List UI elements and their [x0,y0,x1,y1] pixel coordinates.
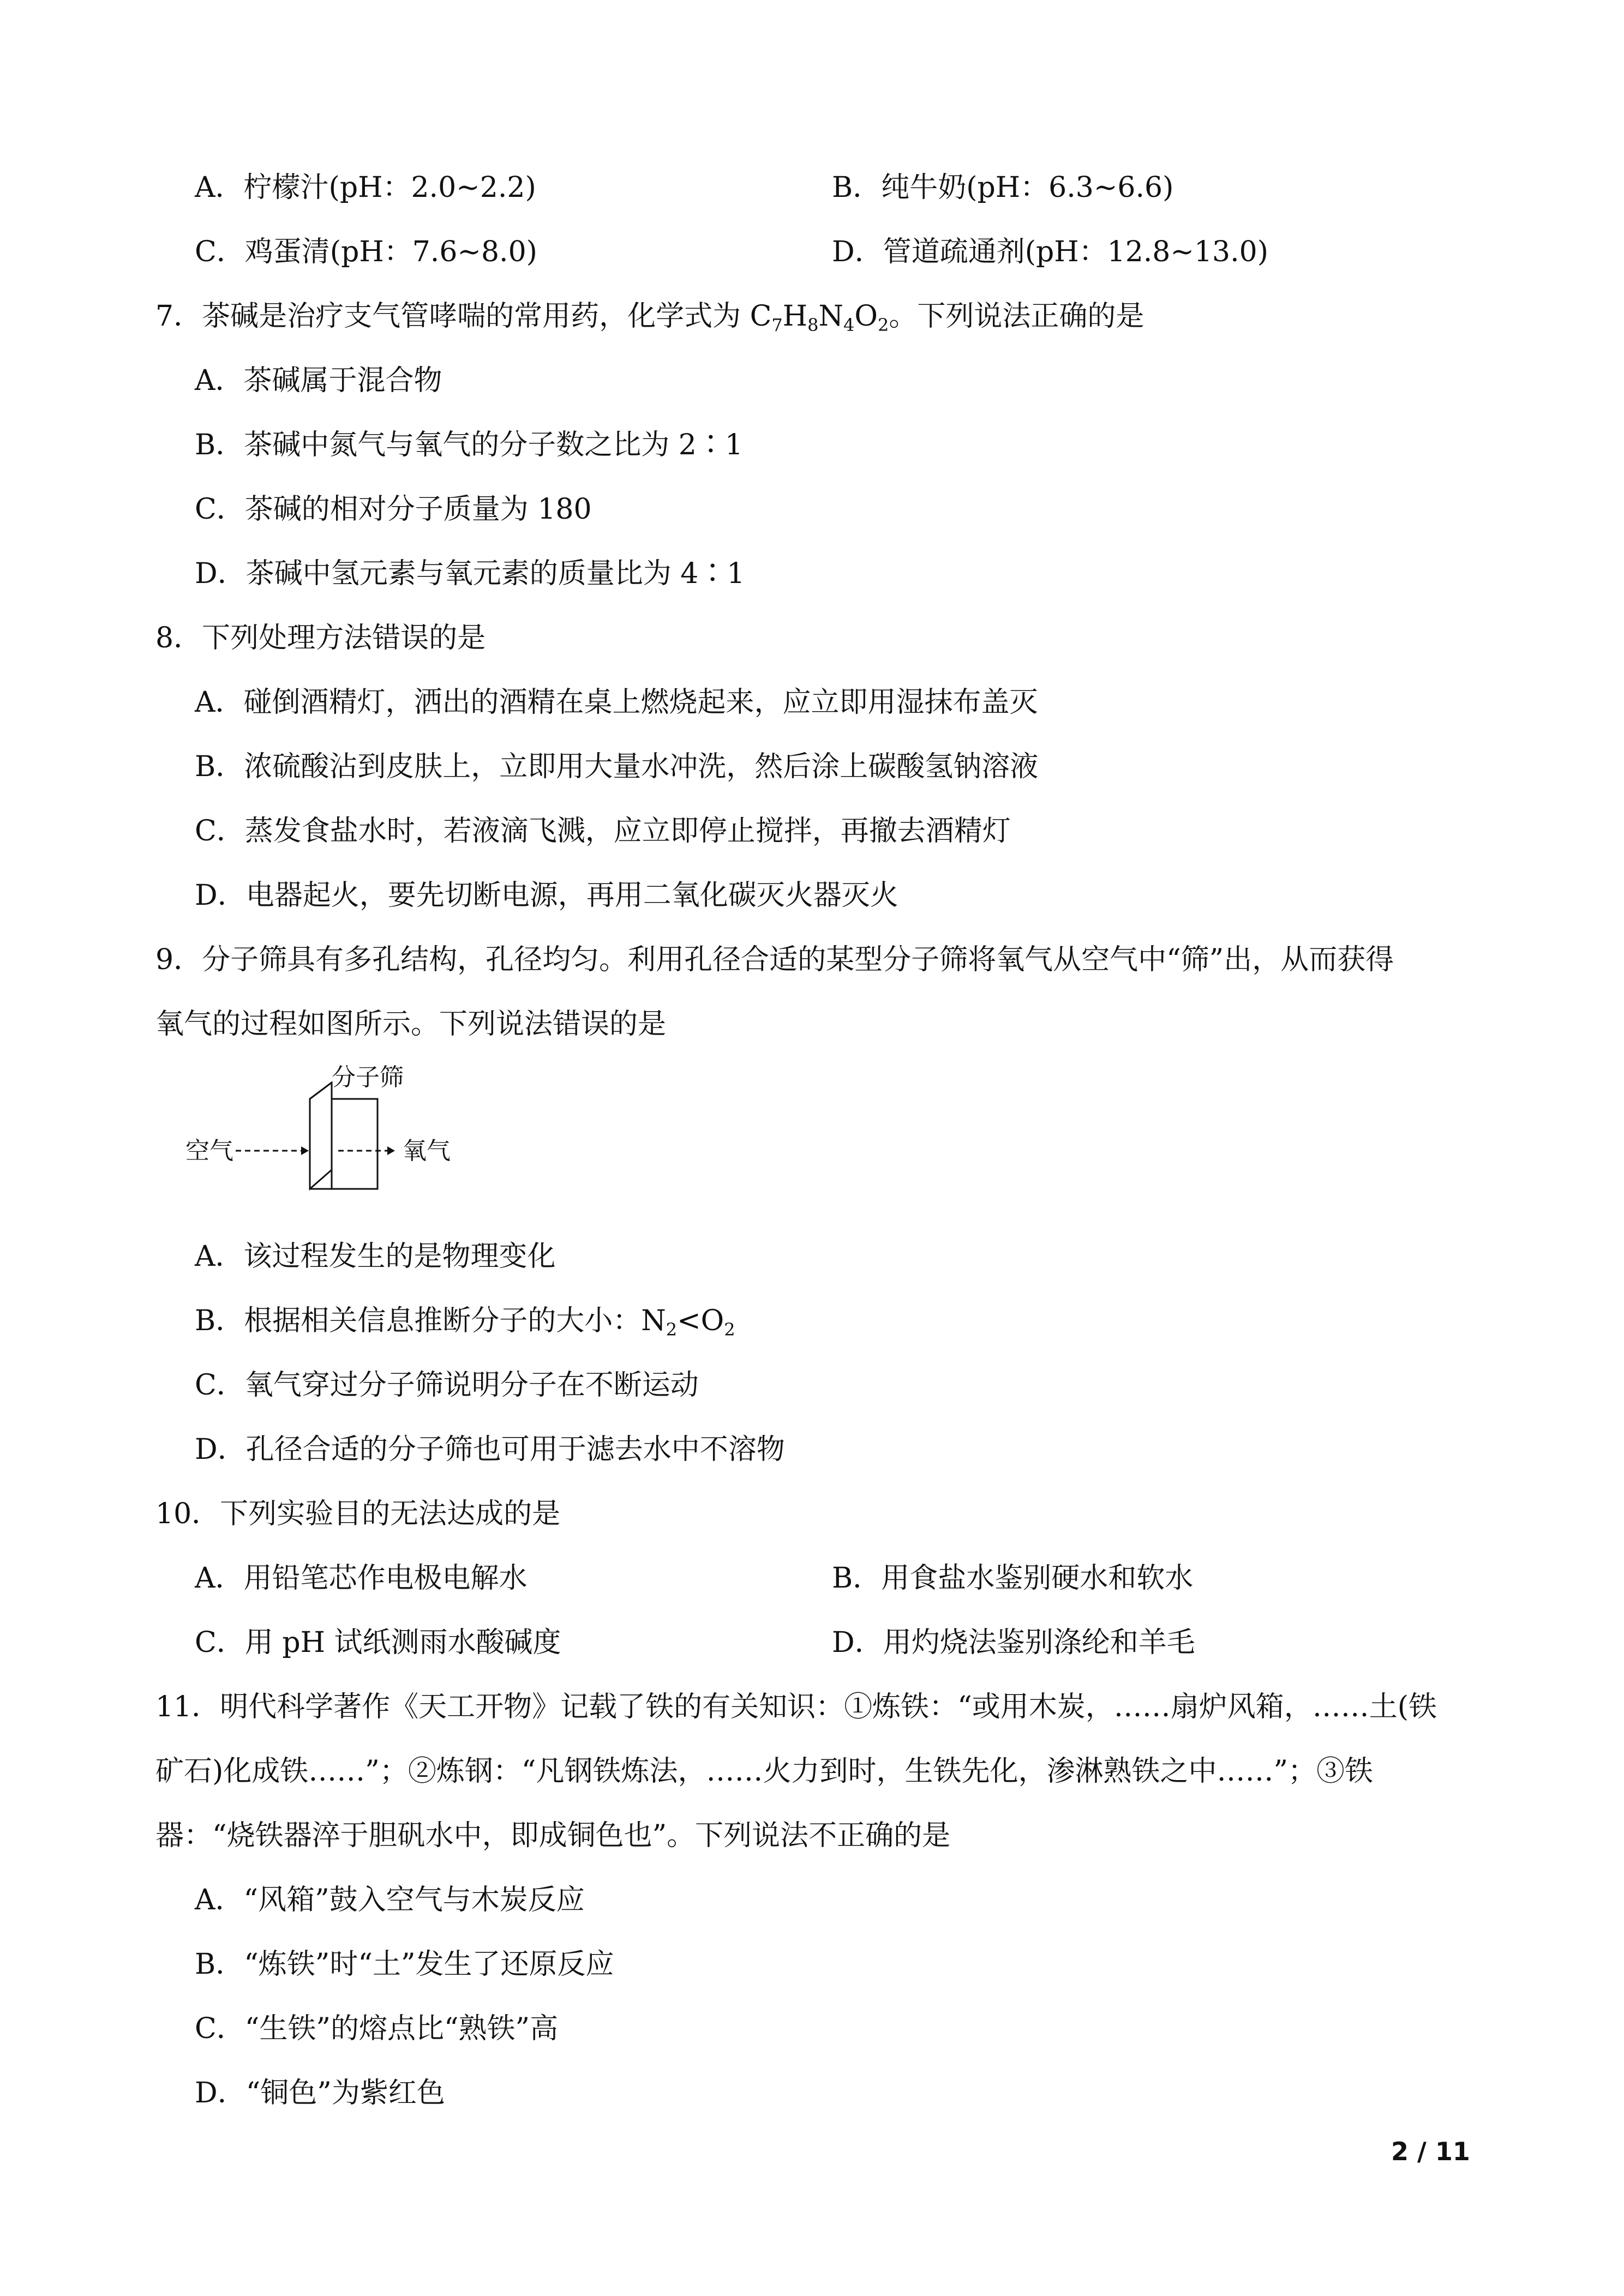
q11-option-c: C．“生铁”的熔点比“熟铁”高 [195,2012,559,2045]
q11-option-d: D．“铜色”为紫红色 [195,2077,445,2109]
q6-option-d: D．管道疏通剂(pH：12.8~13.0) [832,236,1269,268]
q10-stem: 10．下列实验目的无法达成的是 [155,1498,561,1530]
output-label: 氧气 [403,1137,451,1165]
q6-option-a: A．柠檬汁(pH：2.0~2.2) [195,171,536,204]
sieve-label: 分子筛 [332,1063,404,1091]
q6-option-c: C．鸡蛋清(pH：7.6~8.0) [195,236,537,268]
input-label: 空气 [185,1137,233,1165]
q7-option-d: D．茶碱中氢元素与氧元素的质量比为 4∶1 [195,557,745,590]
q11-stem-line2: 矿石)化成铁……”；②炼钢：“凡钢铁炼法，……火力到时，生铁先化，渗淋熟铁之中……”；③铁 [155,1755,1374,1788]
q11-option-a: A．“风箱”鼓入空气与木炭反应 [195,1884,585,1916]
q9-option-c: C．氧气穿过分子筛说明分子在不断运动 [195,1369,699,1402]
q8-option-b: B．浓硫酸沾到皮肤上，立即用大量水冲洗，然后涂上碳酸氢钠溶液 [195,750,1039,783]
molecular-sieve-diagram [185,1053,491,1227]
q8-option-a: A．碰倒酒精灯，洒出的酒精在桌上燃烧起来，应立即用湿抹布盖灭 [195,686,1038,719]
q10-option-c: C．用 pH 试纸测雨水酸碱度 [195,1626,561,1659]
q9-option-b: B．根据相关信息推断分子的大小：$N_2<O_2$ [195,1305,735,1340]
q10-option-a: A．用铅笔芯作电极电解水 [195,1562,528,1595]
q7-option-a: A．茶碱属于混合物 [195,364,442,397]
q9-option-a: A．该过程发生的是物理变化 [195,1240,556,1273]
q9-option-d: D．孔径合适的分子筛也可用于滤去水中不溶物 [195,1433,785,1466]
page-number: 2 / 11 [1391,2137,1470,2166]
q11-stem-line1: 11．明代科学著作《天工开物》记载了铁的有关知识：①炼铁：“或用木炭，……扇炉风箱，……土(铁 [155,1691,1437,1723]
q9-stem-line2: 氧气的过程如图所示。下列说法错误的是 [155,1008,667,1041]
q11-stem-line3: 器：“烧铁器淬于胆矾水中，即成铜色也”。下列说法不正确的是 [155,1819,951,1852]
q11-option-b: B．“炼铁”时“土”发生了还原反应 [195,1948,614,1981]
q7-option-c: C．茶碱的相对分子质量为 180 [195,493,592,526]
q7-stem: 7．茶碱是治疗支气管哮喘的常用药，化学式为 $C_7H_8N_4O_2$。下列说法正确的是 [155,300,1144,335]
q6-option-b: B．纯牛奶(pH：6.3~6.6) [832,171,1174,204]
q8-stem: 8．下列处理方法错误的是 [155,622,486,654]
q10-option-b: B．用食盐水鉴别硬水和软水 [832,1562,1194,1595]
q9-stem-line1: 9．分子筛具有多孔结构，孔径均匀。利用孔径合适的某型分子筛将氧气从空气中“筛”出，从而获得 [155,943,1394,976]
q8-option-c: C．蒸发食盐水时，若液滴飞溅，应立即停止搅拌，再撤去酒精灯 [195,815,1011,848]
q7-option-b: B．茶碱中氮气与氧气的分子数之比为 2∶1 [195,429,743,461]
q8-option-d: D．电器起火，要先切断电源，再用二氧化碳灭火器灭火 [195,879,898,912]
q10-option-d: D．用灼烧法鉴别涤纶和羊毛 [832,1626,1195,1659]
